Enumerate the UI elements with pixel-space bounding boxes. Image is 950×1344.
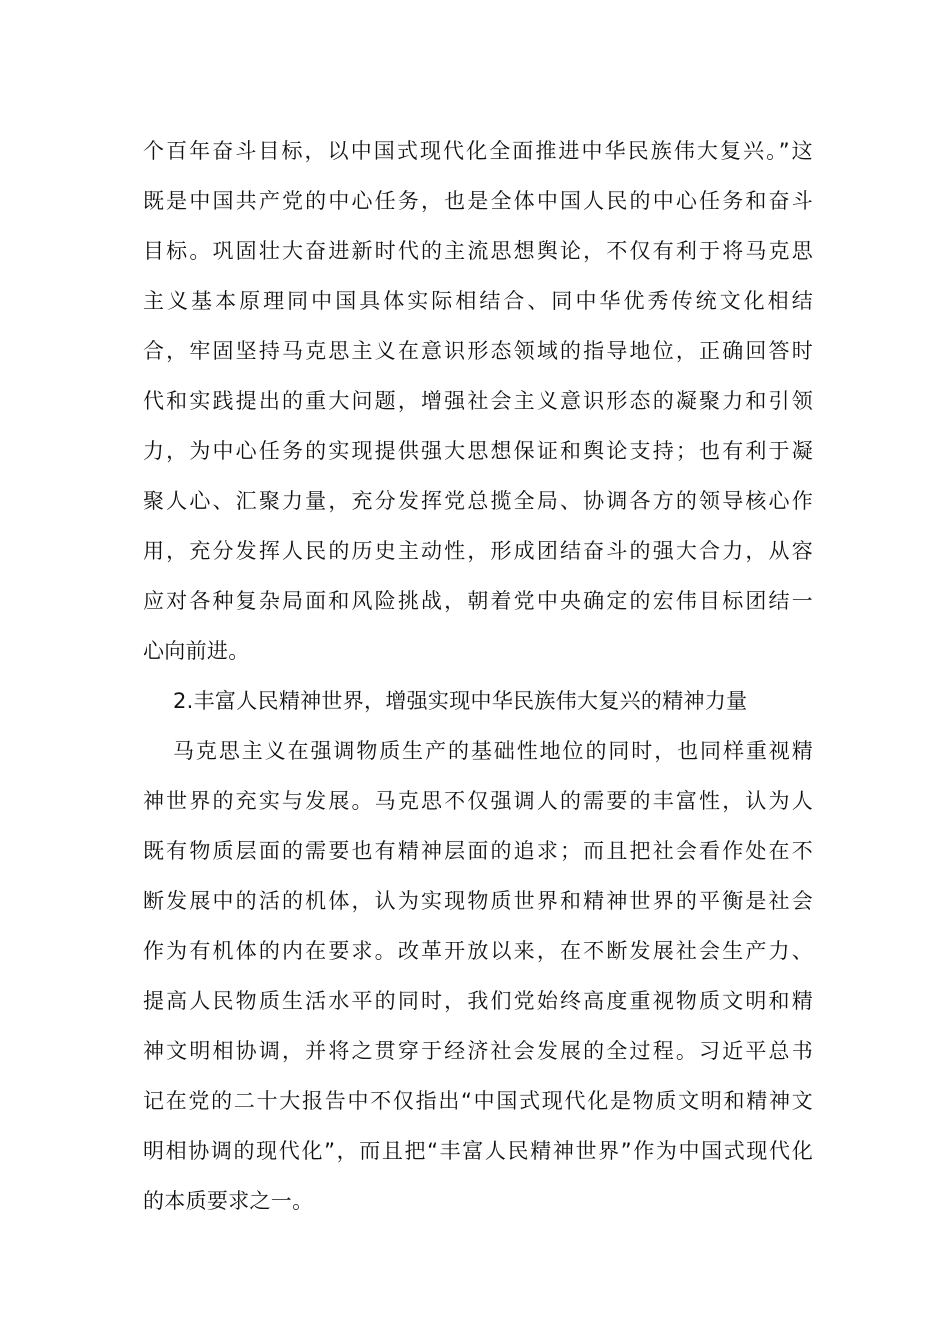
paragraph-1-line-9: 用，充分发挥人民的历史主动性，形成团结奋斗的强大合力，从容 <box>143 539 813 563</box>
paragraph-2-line-3: 既有物质层面的需要也有精神层面的追求；而且把社会看作处在不 <box>143 839 813 863</box>
paragraph-1-line-10: 应对各种复杂局面和风险挑战，朝着党中央确定的宏伟目标团结一 <box>143 589 813 613</box>
paragraph-1-line-7: 力，为中心任务的实现提供强大思想保证和舆论支持；也有利于凝 <box>143 439 813 463</box>
paragraph-1-line-2: 既是中国共产党的中心任务，也是全体中国人民的中心任务和奋斗 <box>143 189 813 213</box>
paragraph-1-line-1: 个百年奋斗目标，以中国式现代化全面推进中华民族伟大复兴。”这 <box>143 139 813 163</box>
paragraph-2-line-9: 明相协调的现代化”，而且把“丰富人民精神世界”作为中国式现代化 <box>143 1139 813 1163</box>
paragraph-1-line-8: 聚人心、汇聚力量，充分发挥党总揽全局、协调各方的领导核心作 <box>143 489 813 513</box>
paragraph-2-line-1: 马克思主义在强调物质生产的基础性地位的同时，也同样重视精 <box>173 739 813 763</box>
paragraph-2-line-8: 记在党的二十大报告中不仅指出“中国式现代化是物质文明和精神文 <box>143 1089 813 1113</box>
paragraph-2-line-5: 作为有机体的内在要求。改革开放以来，在不断发展社会生产力、 <box>143 939 813 963</box>
paragraph-1-line-11: 心向前进。 <box>143 639 250 663</box>
paragraph-2-line-4: 断发展中的活的机体，认为实现物质世界和精神世界的平衡是社会 <box>143 889 813 913</box>
paragraph-2-line-10: 的本质要求之一。 <box>143 1189 314 1213</box>
paragraph-2-line-6: 提高人民物质生活水平的同时，我们党始终高度重视物质文明和精 <box>143 989 813 1013</box>
paragraph-1-line-5: 合，牢固坚持马克思主义在意识形态领域的指导地位，正确回答时 <box>143 339 813 363</box>
paragraph-1-line-4: 主义基本原理同中国具体实际相结合、同中华优秀传统文化相结 <box>143 289 813 313</box>
paragraph-1-line-3: 目标。巩固壮大奋进新时代的主流思想舆论，不仅有利于将马克思 <box>143 239 813 263</box>
paragraph-1-line-6: 代和实践提出的重大问题，增强社会主义意识形态的凝聚力和引领 <box>143 389 813 413</box>
paragraph-2-line-2: 神世界的充实与发展。马克思不仅强调人的需要的丰富性，认为人 <box>143 789 813 813</box>
section-heading: 2.丰富人民精神世界，增强实现中华民族伟大复兴的精神力量 <box>173 689 748 713</box>
paragraph-2-line-7: 神文明相协调，并将之贯穿于经济社会发展的全过程。习近平总书 <box>143 1039 813 1063</box>
